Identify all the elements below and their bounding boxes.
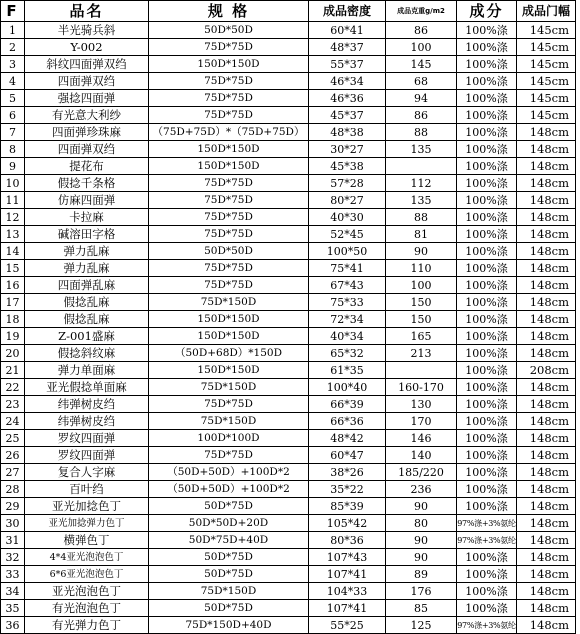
weight-cell: 80 bbox=[386, 515, 457, 532]
table-row bbox=[1, 73, 576, 90]
density-cell: 100*50 bbox=[309, 243, 386, 260]
product-name: 假捻乱麻 bbox=[25, 311, 149, 328]
table-row bbox=[1, 345, 576, 362]
density-cell: 45*38 bbox=[309, 158, 386, 175]
width-cell: 148cm bbox=[517, 464, 576, 481]
table-row bbox=[1, 430, 576, 447]
product-name: 有光弹力色丁 bbox=[25, 617, 149, 634]
width-cell: 145cm bbox=[517, 22, 576, 39]
weight-cell: 88 bbox=[386, 209, 457, 226]
product-name: 四面弹珍珠麻 bbox=[25, 124, 149, 141]
row-number: 29 bbox=[1, 498, 25, 515]
spec-cell: 75D*75D bbox=[149, 73, 309, 90]
weight-cell: 165 bbox=[386, 328, 457, 345]
row-number: 18 bbox=[1, 311, 25, 328]
density-cell: 105*42 bbox=[309, 515, 386, 532]
row-number: 17 bbox=[1, 294, 25, 311]
composition-cell: 97%涤+3%氨纶 bbox=[457, 617, 517, 634]
composition-cell: 100%涤 bbox=[457, 39, 517, 56]
table-row bbox=[1, 107, 576, 124]
row-number: 25 bbox=[1, 430, 25, 447]
weight-cell: 185/220 bbox=[386, 464, 457, 481]
composition-cell: 100%涤 bbox=[457, 396, 517, 413]
width-cell: 148cm bbox=[517, 549, 576, 566]
density-cell: 55*25 bbox=[309, 617, 386, 634]
composition-cell: 100%涤 bbox=[457, 226, 517, 243]
row-number: 9 bbox=[1, 158, 25, 175]
density-cell: 57*28 bbox=[309, 175, 386, 192]
composition-cell: 100%涤 bbox=[457, 277, 517, 294]
width-cell: 148cm bbox=[517, 481, 576, 498]
density-cell: 46*34 bbox=[309, 73, 386, 90]
weight-cell: 236 bbox=[386, 481, 457, 498]
width-cell: 148cm bbox=[517, 515, 576, 532]
table-row bbox=[1, 260, 576, 277]
width-cell: 148cm bbox=[517, 583, 576, 600]
table-row bbox=[1, 600, 576, 617]
table-row bbox=[1, 583, 576, 600]
composition-cell: 100%涤 bbox=[457, 600, 517, 617]
weight-cell: 135 bbox=[386, 192, 457, 209]
weight-cell: 94 bbox=[386, 90, 457, 107]
density-cell: 72*34 bbox=[309, 311, 386, 328]
table-row bbox=[1, 617, 576, 634]
width-cell: 148cm bbox=[517, 328, 576, 345]
weight-cell: 89 bbox=[386, 566, 457, 583]
density-cell: 60*47 bbox=[309, 447, 386, 464]
spec-cell: 150D*150D bbox=[149, 311, 309, 328]
product-name: 弹力乱麻 bbox=[25, 260, 149, 277]
width-cell: 145cm bbox=[517, 90, 576, 107]
composition-cell: 100%涤 bbox=[457, 328, 517, 345]
spec-cell: 75D*75D bbox=[149, 209, 309, 226]
product-name: 弹力乱麻 bbox=[25, 243, 149, 260]
product-name: 假捻斜纹麻 bbox=[25, 345, 149, 362]
weight-cell: 135 bbox=[386, 141, 457, 158]
table-row bbox=[1, 243, 576, 260]
width-cell: 148cm bbox=[517, 430, 576, 447]
product-name: 斜纹四面弹双绉 bbox=[25, 56, 149, 73]
composition-cell: 100%涤 bbox=[457, 345, 517, 362]
row-number: 5 bbox=[1, 90, 25, 107]
density-cell: 107*43 bbox=[309, 549, 386, 566]
product-name: 亚光假捻单面麻 bbox=[25, 379, 149, 396]
weight-cell: 150 bbox=[386, 311, 457, 328]
weight-cell: 125 bbox=[386, 617, 457, 634]
spec-cell: 50D*75D bbox=[149, 600, 309, 617]
composition-cell: 100%涤 bbox=[457, 73, 517, 90]
composition-cell: 100%涤 bbox=[457, 90, 517, 107]
width-cell: 148cm bbox=[517, 294, 576, 311]
table-row bbox=[1, 175, 576, 192]
row-number: 22 bbox=[1, 379, 25, 396]
spec-cell: 50D*50D bbox=[149, 243, 309, 260]
weight-cell: 90 bbox=[386, 243, 457, 260]
width-cell: 148cm bbox=[517, 175, 576, 192]
weight-cell: 86 bbox=[386, 22, 457, 39]
table-row bbox=[1, 209, 576, 226]
row-number: 30 bbox=[1, 515, 25, 532]
width-cell: 148cm bbox=[517, 396, 576, 413]
product-name: 复合人字麻 bbox=[25, 464, 149, 481]
density-cell: 48*38 bbox=[309, 124, 386, 141]
composition-cell: 100%涤 bbox=[457, 413, 517, 430]
row-number: 34 bbox=[1, 583, 25, 600]
product-name: 半光骑兵斜 bbox=[25, 22, 149, 39]
spec-cell: 75D*75D bbox=[149, 192, 309, 209]
width-cell: 145cm bbox=[517, 56, 576, 73]
table-row bbox=[1, 124, 576, 141]
composition-cell: 100%涤 bbox=[457, 22, 517, 39]
row-number: 16 bbox=[1, 277, 25, 294]
row-number: 31 bbox=[1, 532, 25, 549]
width-cell: 148cm bbox=[517, 617, 576, 634]
spec-cell: 75D*75D bbox=[149, 90, 309, 107]
product-name: 罗纹四面弹 bbox=[25, 447, 149, 464]
spec-cell: 75D*150D bbox=[149, 379, 309, 396]
spec-cell: （50D+50D）+100D*2 bbox=[149, 481, 309, 498]
width-cell: 148cm bbox=[517, 158, 576, 175]
table-row bbox=[1, 294, 576, 311]
header-name: 品名 bbox=[25, 1, 149, 22]
spec-cell: 50D*50D bbox=[149, 22, 309, 39]
product-name: 有光泡泡色丁 bbox=[25, 600, 149, 617]
density-cell: 60*41 bbox=[309, 22, 386, 39]
table-row bbox=[1, 566, 576, 583]
density-cell: 61*35 bbox=[309, 362, 386, 379]
product-name: 4*4亚光泡泡色丁 bbox=[25, 549, 149, 566]
table-row bbox=[1, 379, 576, 396]
density-cell: 35*22 bbox=[309, 481, 386, 498]
width-cell: 148cm bbox=[517, 345, 576, 362]
density-cell: 45*37 bbox=[309, 107, 386, 124]
product-name: 假捻乱麻 bbox=[25, 294, 149, 311]
spec-cell: 75D*150D bbox=[149, 583, 309, 600]
composition-cell: 100%涤 bbox=[457, 192, 517, 209]
density-cell: 75*33 bbox=[309, 294, 386, 311]
weight-cell: 146 bbox=[386, 430, 457, 447]
table-row bbox=[1, 498, 576, 515]
row-number: 35 bbox=[1, 600, 25, 617]
density-cell: 104*33 bbox=[309, 583, 386, 600]
product-name: 有光意大利纱 bbox=[25, 107, 149, 124]
spec-cell: 50D*75D bbox=[149, 566, 309, 583]
row-number: 13 bbox=[1, 226, 25, 243]
row-number: 10 bbox=[1, 175, 25, 192]
spec-cell: 150D*150D bbox=[149, 141, 309, 158]
product-name: 百叶绉 bbox=[25, 481, 149, 498]
spec-cell: 75D*150D bbox=[149, 413, 309, 430]
table-row bbox=[1, 311, 576, 328]
density-cell: 80*36 bbox=[309, 532, 386, 549]
spec-cell: 75D*150D bbox=[149, 294, 309, 311]
product-name: 四面弹双绉 bbox=[25, 73, 149, 90]
product-name: 卡拉麻 bbox=[25, 209, 149, 226]
spec-cell: 150D*150D bbox=[149, 158, 309, 175]
table-row bbox=[1, 192, 576, 209]
spec-cell: 75D*75D bbox=[149, 277, 309, 294]
row-number: 19 bbox=[1, 328, 25, 345]
table-row bbox=[1, 226, 576, 243]
weight-cell: 100 bbox=[386, 277, 457, 294]
density-cell: 48*42 bbox=[309, 430, 386, 447]
composition-cell: 100%涤 bbox=[457, 107, 517, 124]
weight-cell: 90 bbox=[386, 532, 457, 549]
spec-cell: 50D*50D+20D bbox=[149, 515, 309, 532]
width-cell: 148cm bbox=[517, 447, 576, 464]
width-cell: 148cm bbox=[517, 498, 576, 515]
header-weight: 成品克重g/m2 bbox=[386, 1, 457, 22]
header-row bbox=[1, 1, 576, 22]
width-cell: 208cm bbox=[517, 362, 576, 379]
composition-cell: 100%涤 bbox=[457, 311, 517, 328]
width-cell: 148cm bbox=[517, 243, 576, 260]
row-number: 23 bbox=[1, 396, 25, 413]
header-composition: 成分 bbox=[457, 1, 517, 22]
width-cell: 145cm bbox=[517, 107, 576, 124]
spec-cell: 75D*75D bbox=[149, 107, 309, 124]
table-row bbox=[1, 464, 576, 481]
weight-cell bbox=[386, 158, 457, 175]
row-number: 15 bbox=[1, 260, 25, 277]
composition-cell: 97%涤+3%氨纶 bbox=[457, 515, 517, 532]
header-spec: 规 格 bbox=[149, 1, 309, 22]
header-f: F bbox=[1, 1, 25, 22]
product-name: 四面弹乱麻 bbox=[25, 277, 149, 294]
product-name: 四面弹双绉 bbox=[25, 141, 149, 158]
table-row bbox=[1, 413, 576, 430]
product-name: 提花布 bbox=[25, 158, 149, 175]
composition-cell: 100%涤 bbox=[457, 549, 517, 566]
width-cell: 148cm bbox=[517, 226, 576, 243]
spec-cell: 75D*150D+40D bbox=[149, 617, 309, 634]
spec-cell: 150D*150D bbox=[149, 56, 309, 73]
row-number: 26 bbox=[1, 447, 25, 464]
table-row bbox=[1, 549, 576, 566]
width-cell: 148cm bbox=[517, 124, 576, 141]
spec-cell: 50D*75D bbox=[149, 549, 309, 566]
density-cell: 65*32 bbox=[309, 345, 386, 362]
weight-cell: 145 bbox=[386, 56, 457, 73]
product-name: 强捻四面弹 bbox=[25, 90, 149, 107]
composition-cell: 100%涤 bbox=[457, 56, 517, 73]
composition-cell: 100%涤 bbox=[457, 583, 517, 600]
row-number: 3 bbox=[1, 56, 25, 73]
density-cell: 107*41 bbox=[309, 600, 386, 617]
row-number: 21 bbox=[1, 362, 25, 379]
density-cell: 66*36 bbox=[309, 413, 386, 430]
weight-cell: 140 bbox=[386, 447, 457, 464]
composition-cell: 100%涤 bbox=[457, 379, 517, 396]
row-number: 28 bbox=[1, 481, 25, 498]
product-name: 罗纹四面弹 bbox=[25, 430, 149, 447]
weight-cell: 100 bbox=[386, 39, 457, 56]
spec-cell: 75D*75D bbox=[149, 226, 309, 243]
table-row bbox=[1, 532, 576, 549]
row-number: 12 bbox=[1, 209, 25, 226]
density-cell: 80*27 bbox=[309, 192, 386, 209]
product-name: 亚光加捻弹力色丁 bbox=[25, 515, 149, 532]
composition-cell: 100%涤 bbox=[457, 430, 517, 447]
spec-cell: 75D*75D bbox=[149, 260, 309, 277]
product-name: 纬弹树皮绉 bbox=[25, 396, 149, 413]
width-cell: 148cm bbox=[517, 209, 576, 226]
table-row bbox=[1, 22, 576, 39]
composition-cell: 100%涤 bbox=[457, 158, 517, 175]
row-number: 1 bbox=[1, 22, 25, 39]
composition-cell: 100%涤 bbox=[457, 175, 517, 192]
density-cell: 52*45 bbox=[309, 226, 386, 243]
width-cell: 148cm bbox=[517, 192, 576, 209]
table-row bbox=[1, 90, 576, 107]
composition-cell: 100%涤 bbox=[457, 362, 517, 379]
density-cell: 75*41 bbox=[309, 260, 386, 277]
spec-cell: 100D*100D bbox=[149, 430, 309, 447]
width-cell: 145cm bbox=[517, 39, 576, 56]
density-cell: 48*37 bbox=[309, 39, 386, 56]
row-number: 2 bbox=[1, 39, 25, 56]
composition-cell: 100%涤 bbox=[457, 464, 517, 481]
table-row bbox=[1, 481, 576, 498]
density-cell: 38*26 bbox=[309, 464, 386, 481]
width-cell: 148cm bbox=[517, 260, 576, 277]
weight-cell: 68 bbox=[386, 73, 457, 90]
density-cell: 40*34 bbox=[309, 328, 386, 345]
product-name: 横弹色丁 bbox=[25, 532, 149, 549]
row-number: 7 bbox=[1, 124, 25, 141]
width-cell: 148cm bbox=[517, 311, 576, 328]
table-header bbox=[1, 1, 576, 22]
table-row bbox=[1, 56, 576, 73]
spec-cell: 150D*150D bbox=[149, 328, 309, 345]
weight-cell: 90 bbox=[386, 498, 457, 515]
weight-cell: 150 bbox=[386, 294, 457, 311]
spec-cell: 50D*75D bbox=[149, 498, 309, 515]
spec-cell: 50D*75D+40D bbox=[149, 532, 309, 549]
width-cell: 145cm bbox=[517, 73, 576, 90]
weight-cell: 88 bbox=[386, 124, 457, 141]
spec-cell: （75D+75D）*（75D+75D） bbox=[149, 124, 309, 141]
composition-cell: 97%涤+3%氨纶 bbox=[457, 532, 517, 549]
row-number: 8 bbox=[1, 141, 25, 158]
weight-cell: 213 bbox=[386, 345, 457, 362]
composition-cell: 100%涤 bbox=[457, 447, 517, 464]
density-cell: 100*40 bbox=[309, 379, 386, 396]
density-cell: 40*30 bbox=[309, 209, 386, 226]
width-cell: 148cm bbox=[517, 532, 576, 549]
row-number: 27 bbox=[1, 464, 25, 481]
weight-cell: 170 bbox=[386, 413, 457, 430]
density-cell: 107*41 bbox=[309, 566, 386, 583]
product-name: 纬弹树皮绉 bbox=[25, 413, 149, 430]
weight-cell: 176 bbox=[386, 583, 457, 600]
header-width: 成品门幅 bbox=[517, 1, 576, 22]
weight-cell: 130 bbox=[386, 396, 457, 413]
composition-cell: 100%涤 bbox=[457, 124, 517, 141]
row-number: 36 bbox=[1, 617, 25, 634]
row-number: 32 bbox=[1, 549, 25, 566]
composition-cell: 100%涤 bbox=[457, 498, 517, 515]
spec-cell: 75D*75D bbox=[149, 447, 309, 464]
row-number: 11 bbox=[1, 192, 25, 209]
product-name: 亚光泡泡色丁 bbox=[25, 583, 149, 600]
row-number: 24 bbox=[1, 413, 25, 430]
row-number: 33 bbox=[1, 566, 25, 583]
product-name: Z-001盛麻 bbox=[25, 328, 149, 345]
spec-cell: 75D*75D bbox=[149, 39, 309, 56]
product-name: 6*6亚光泡泡色丁 bbox=[25, 566, 149, 583]
density-cell: 30*27 bbox=[309, 141, 386, 158]
width-cell: 148cm bbox=[517, 600, 576, 617]
width-cell: 148cm bbox=[517, 566, 576, 583]
density-cell: 66*39 bbox=[309, 396, 386, 413]
spec-cell: （50D+68D）*150D bbox=[149, 345, 309, 362]
width-cell: 148cm bbox=[517, 413, 576, 430]
row-number: 20 bbox=[1, 345, 25, 362]
product-name: Y-002 bbox=[25, 39, 149, 56]
table-row bbox=[1, 396, 576, 413]
composition-cell: 100%涤 bbox=[457, 294, 517, 311]
spec-cell: 75D*75D bbox=[149, 175, 309, 192]
weight-cell: 86 bbox=[386, 107, 457, 124]
width-cell: 148cm bbox=[517, 141, 576, 158]
product-name: 亚光加捻色丁 bbox=[25, 498, 149, 515]
composition-cell: 100%涤 bbox=[457, 566, 517, 583]
weight-cell: 110 bbox=[386, 260, 457, 277]
width-cell: 148cm bbox=[517, 277, 576, 294]
width-cell: 148cm bbox=[517, 379, 576, 396]
composition-cell: 100%涤 bbox=[457, 260, 517, 277]
table-row bbox=[1, 141, 576, 158]
product-name: 碱溶田字格 bbox=[25, 226, 149, 243]
table-row bbox=[1, 515, 576, 532]
weight-cell: 85 bbox=[386, 600, 457, 617]
row-number: 6 bbox=[1, 107, 25, 124]
density-cell: 55*37 bbox=[309, 56, 386, 73]
product-name: 仿麻四面弹 bbox=[25, 192, 149, 209]
composition-cell: 100%涤 bbox=[457, 243, 517, 260]
row-number: 4 bbox=[1, 73, 25, 90]
product-name: 假捻千条格 bbox=[25, 175, 149, 192]
spec-cell: 75D*75D bbox=[149, 396, 309, 413]
table-row bbox=[1, 447, 576, 464]
table-row bbox=[1, 39, 576, 56]
spec-cell: 150D*150D bbox=[149, 362, 309, 379]
table-row bbox=[1, 328, 576, 345]
density-cell: 46*36 bbox=[309, 90, 386, 107]
weight-cell: 90 bbox=[386, 549, 457, 566]
header-density: 成品密度 bbox=[309, 1, 386, 22]
weight-cell: 112 bbox=[386, 175, 457, 192]
composition-cell: 100%涤 bbox=[457, 209, 517, 226]
product-name: 弹力单面麻 bbox=[25, 362, 149, 379]
table-body bbox=[1, 22, 576, 634]
table-row bbox=[1, 362, 576, 379]
spec-cell: （50D+50D）+100D*2 bbox=[149, 464, 309, 481]
row-number: 14 bbox=[1, 243, 25, 260]
composition-cell: 100%涤 bbox=[457, 481, 517, 498]
density-cell: 85*39 bbox=[309, 498, 386, 515]
composition-cell: 100%涤 bbox=[457, 141, 517, 158]
weight-cell: 81 bbox=[386, 226, 457, 243]
density-cell: 67*43 bbox=[309, 277, 386, 294]
table-row bbox=[1, 158, 576, 175]
table-row bbox=[1, 277, 576, 294]
weight-cell: 160-170 bbox=[386, 379, 457, 396]
weight-cell bbox=[386, 362, 457, 379]
